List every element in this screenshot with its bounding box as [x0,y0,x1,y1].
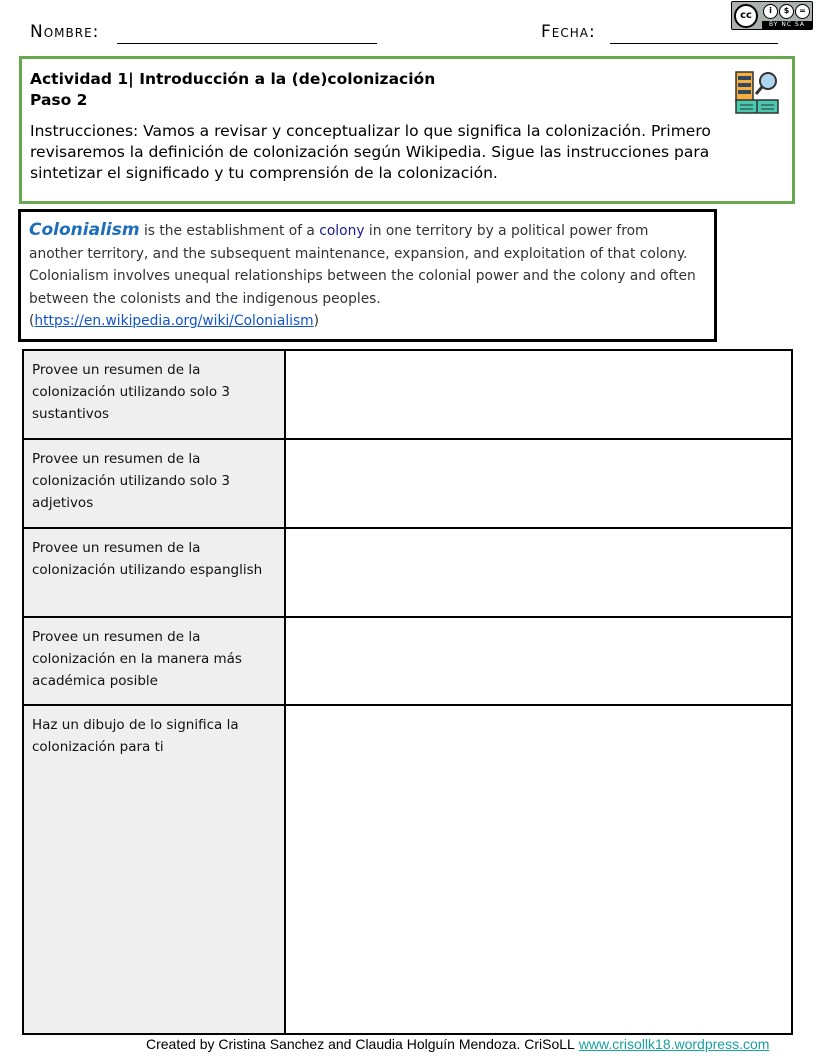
table-row [23,350,792,439]
table-row [23,705,792,1034]
footer-credit: Created by Cristina Sanchez and Claudia Holguín Mendoza. CriSoLL [146,1036,575,1052]
noncommercial-icon: $ [779,4,794,19]
drawing-area[interactable] [285,705,792,1034]
license-strip: BY NC SA [762,21,812,29]
book-research-icon [734,70,780,116]
prompt-cell: Provee un resumen de la colonización utilizando espanglish [23,528,285,617]
answer-cell[interactable] [285,439,792,528]
cc-license-badge [731,1,813,30]
table-row [23,439,792,528]
prompt-cell: Provee un resumen de la colonización en la manera más académica posible [23,617,285,705]
prompt-cell: Haz un dibujo de lo significa la colonización para ti [23,705,285,1034]
footer [146,1036,769,1052]
answer-cell[interactable] [285,350,792,439]
definition-term: Colonialism [29,220,140,240]
answer-cell[interactable] [285,617,792,705]
paren-open: ( [29,313,35,329]
wikipedia-link[interactable]: https://en.wikipedia.org/wiki/Colonialism [34,313,314,329]
activity-step: Paso 2 [30,91,88,109]
name-label: Nombre: [30,22,100,42]
table-row [23,528,792,617]
name-field[interactable] [117,43,377,44]
prompt-cell: Provee un resumen de la colonización utilizando solo 3 sustantivos [23,350,285,439]
cc-icon: cc [734,4,758,28]
definition-text-a: is the establishment of a [139,223,320,239]
activity-box [19,56,795,204]
activity-title: Actividad 1| Introducción a la (de)colonización [30,70,436,88]
date-label: Fecha: [541,22,596,42]
colony-link[interactable]: colony [319,223,365,239]
sharealike-icon: = [795,4,810,19]
answer-cell[interactable] [285,528,792,617]
attribution-icon: i [763,4,778,19]
definition-text-b: in one territory by a political power from another territory, and the subsequent maintenance, expansion, and exploitation of that colony. Colonialism involves unequal relationships between the colonial power and the colony and often between the colonists and the indigenous peoples. [29,223,696,307]
footer-link[interactable]: www.crisollk18.wordpress.com [578,1036,770,1052]
prompt-cell: Provee un resumen de la colonización utilizando solo 3 adjetivos [23,439,285,528]
paren-close: ) [313,313,320,329]
definition-box [18,209,717,342]
activity-instructions: Instrucciones: Vamos a revisar y conceptualizar lo que significa la colonización. Primero revisaremos la definición de colonización según Wikipedia. Sigue las instrucciones para sintetizar el significado y tu comprensión de la colonización. [30,122,711,182]
table-row [23,617,792,705]
date-field[interactable] [610,43,778,44]
worksheet-table [22,349,793,1035]
